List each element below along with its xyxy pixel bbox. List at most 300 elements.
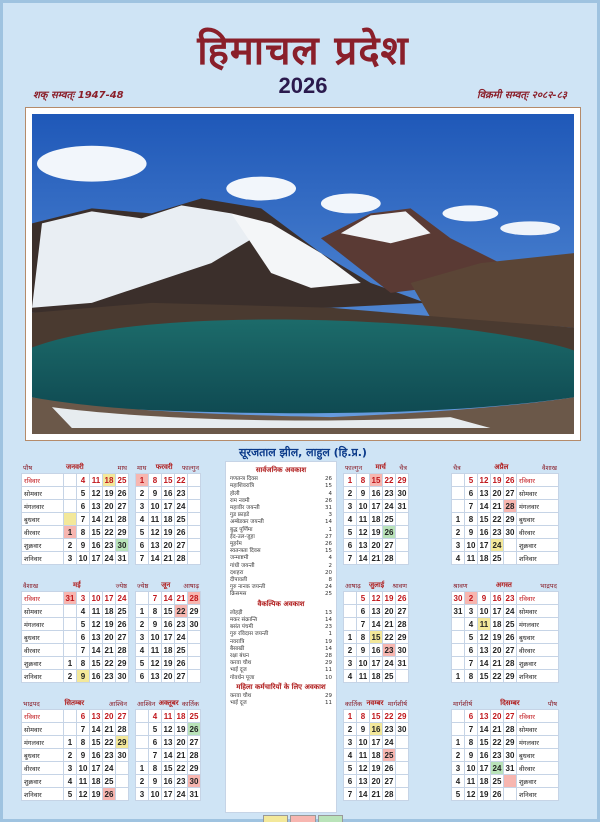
date-cell: 4 — [465, 618, 478, 631]
week-row — [136, 644, 201, 657]
date-cell — [64, 500, 77, 513]
holiday-date: 13 — [325, 609, 332, 616]
date-cell: 1 — [452, 513, 465, 526]
date-cell: 25 — [491, 775, 504, 788]
date-cell: 3 — [344, 500, 357, 513]
week-row — [344, 513, 409, 526]
date-cell: 18 — [370, 513, 383, 526]
month-table — [135, 591, 201, 683]
date-cell: 29 — [188, 762, 201, 775]
date-cell: 28 — [504, 500, 517, 513]
date-cell: 20 — [491, 487, 504, 500]
week-row — [22, 710, 129, 723]
week-row — [22, 670, 129, 683]
date-cell: 1 — [344, 710, 357, 723]
date-cell: 29 — [116, 657, 129, 670]
date-cell — [116, 762, 129, 775]
week-row — [136, 631, 201, 644]
date-cell: 31 — [64, 592, 77, 605]
date-cell: 15 — [370, 710, 383, 723]
date-cell: 15 — [162, 605, 175, 618]
date-cell: 22 — [383, 710, 396, 723]
holiday-name: भाई दूज — [230, 700, 247, 707]
legend-swatch-green — [318, 815, 343, 822]
week-row — [344, 644, 409, 657]
holiday-name: गुरु नानक जयन्ती — [230, 584, 266, 591]
date-cell: 31 — [452, 605, 465, 618]
week-row — [344, 539, 409, 552]
date-cell: 24 — [116, 592, 129, 605]
date-cell: 15 — [90, 657, 103, 670]
holiday-date: 14 — [325, 519, 332, 526]
date-cell: 13 — [90, 500, 103, 513]
date-cell: 10 — [90, 592, 103, 605]
date-cell — [452, 500, 465, 513]
weekday-label: मंगलवार — [22, 736, 64, 749]
date-cell: 26 — [188, 723, 201, 736]
month-header — [135, 579, 201, 591]
date-cell: 26 — [103, 788, 116, 801]
week-row — [344, 736, 409, 749]
date-cell: 22 — [491, 736, 504, 749]
holiday-name: करवा चौथ — [230, 660, 252, 667]
date-cell: 11 — [465, 775, 478, 788]
date-cell: 31 — [116, 552, 129, 565]
date-cell: 4 — [344, 513, 357, 526]
month-hindu-right: चैत्र — [399, 463, 407, 472]
date-cell: 31 — [504, 762, 517, 775]
date-cell: 3 — [77, 592, 90, 605]
date-cell: 15 — [478, 736, 491, 749]
date-cell: 15 — [162, 474, 175, 487]
holiday-date: 8 — [328, 577, 332, 584]
week-row — [452, 487, 559, 500]
date-cell: 17 — [478, 762, 491, 775]
date-cell: 11 — [465, 552, 478, 565]
date-cell: 19 — [162, 657, 175, 670]
holiday-date: 2 — [328, 562, 332, 569]
date-cell: 9 — [149, 775, 162, 788]
month-hindu-right: पौष — [547, 699, 557, 708]
weekday-label: रविवार — [517, 592, 559, 605]
month-block — [451, 579, 559, 683]
date-cell: 31 — [188, 788, 201, 801]
month-header — [135, 461, 201, 473]
date-cell: 20 — [103, 631, 116, 644]
date-cell: 12 — [478, 474, 491, 487]
week-row — [344, 631, 409, 644]
date-cell: 13 — [370, 605, 383, 618]
week-row — [136, 605, 201, 618]
holiday-section-title: सार्वजनिक अवकाश — [255, 466, 307, 474]
holiday-name: होली — [230, 490, 240, 497]
holiday-name: राम नवमी — [230, 497, 250, 504]
date-cell: 30 — [396, 723, 409, 736]
date-cell: 28 — [383, 552, 396, 565]
month-hindu-left: कार्तिक — [345, 699, 363, 708]
date-cell: 9 — [77, 539, 90, 552]
month-header — [343, 697, 409, 709]
holiday-name: महावीर जयन्ती — [230, 505, 260, 512]
date-cell: 8 — [357, 631, 370, 644]
date-cell: 14 — [90, 644, 103, 657]
holiday-row — [230, 610, 332, 617]
date-cell: 15 — [162, 762, 175, 775]
date-cell: 21 — [491, 657, 504, 670]
holiday-row — [230, 534, 332, 541]
month-header — [451, 579, 559, 591]
month-hindu-left: चैत्र — [453, 463, 461, 472]
date-cell: 10 — [465, 539, 478, 552]
week-row — [452, 775, 559, 788]
date-cell: 10 — [149, 500, 162, 513]
week-row — [344, 526, 409, 539]
date-cell: 4 — [136, 513, 149, 526]
month-block — [21, 461, 129, 565]
date-cell: 8 — [465, 736, 478, 749]
week-row — [22, 487, 129, 500]
date-cell: 17 — [90, 552, 103, 565]
date-cell: 21 — [370, 552, 383, 565]
week-row — [452, 513, 559, 526]
date-cell: 9 — [465, 526, 478, 539]
date-cell: 25 — [175, 513, 188, 526]
holiday-name: लोहड़ी — [230, 609, 243, 616]
date-cell: 23 — [504, 592, 517, 605]
date-cell: 15 — [90, 736, 103, 749]
weekday-label: वीरवार — [22, 762, 64, 775]
week-row — [136, 788, 201, 801]
date-cell: 26 — [491, 788, 504, 801]
date-cell: 12 — [90, 618, 103, 631]
weekday-label: बुधवार — [517, 749, 559, 762]
date-cell: 7 — [77, 513, 90, 526]
date-cell: 6 — [136, 670, 149, 683]
weekday-label: बुधवार — [22, 749, 64, 762]
weekday-label: वीरवार — [22, 644, 64, 657]
month-hindu-right: आषाढ़ — [183, 581, 199, 590]
date-cell: 23 — [383, 723, 396, 736]
date-cell: 2 — [465, 592, 478, 605]
week-row — [344, 618, 409, 631]
week-row — [22, 762, 129, 775]
date-cell: 13 — [149, 670, 162, 683]
holiday-row — [230, 498, 332, 505]
date-cell — [188, 474, 201, 487]
date-cell: 13 — [357, 539, 370, 552]
date-cell: 19 — [383, 592, 396, 605]
month-hindu-left: आषाढ़ — [345, 581, 361, 590]
date-cell: 23 — [175, 487, 188, 500]
date-cell — [504, 775, 517, 788]
date-cell: 10 — [357, 657, 370, 670]
date-cell: 21 — [162, 552, 175, 565]
holiday-row — [230, 563, 332, 570]
month-name: दिसम्बर — [500, 698, 520, 707]
date-cell: 4 — [344, 670, 357, 683]
week-row — [22, 657, 129, 670]
date-cell: 20 — [370, 539, 383, 552]
weekday-label: वीरवार — [22, 526, 64, 539]
holiday-date: 29 — [325, 693, 332, 700]
date-cell: 10 — [465, 762, 478, 775]
month-hindu-left: पौष — [23, 463, 33, 472]
date-cell: 8 — [357, 474, 370, 487]
date-cell: 16 — [162, 775, 175, 788]
date-cell: 25 — [175, 644, 188, 657]
date-cell: 14 — [149, 552, 162, 565]
month-table — [21, 591, 129, 683]
date-cell: 29 — [396, 631, 409, 644]
month-hindu-right: ज्येष्ठ — [115, 581, 127, 590]
holiday-row — [230, 555, 332, 562]
weekday-label: वीरवार — [517, 644, 559, 657]
date-cell: 10 — [478, 605, 491, 618]
date-cell: 28 — [383, 788, 396, 801]
date-cell: 7 — [357, 618, 370, 631]
date-cell: 7 — [136, 552, 149, 565]
date-cell: 23 — [383, 644, 396, 657]
date-cell: 5 — [452, 788, 465, 801]
week-row — [344, 605, 409, 618]
week-row — [22, 723, 129, 736]
date-cell — [396, 670, 409, 683]
weekday-label: बुधवार — [517, 631, 559, 644]
month-block — [451, 697, 559, 801]
holiday-date: 1 — [328, 526, 332, 533]
date-cell: 8 — [465, 513, 478, 526]
date-cell: 4 — [452, 552, 465, 565]
date-cell: 21 — [383, 618, 396, 631]
date-cell: 11 — [90, 474, 103, 487]
date-cell — [396, 736, 409, 749]
date-cell: 19 — [103, 487, 116, 500]
date-cell: 23 — [103, 749, 116, 762]
date-cell: 18 — [370, 670, 383, 683]
week-row — [452, 736, 559, 749]
date-cell: 2 — [452, 749, 465, 762]
date-cell: 9 — [77, 749, 90, 762]
date-cell: 23 — [491, 749, 504, 762]
date-cell — [452, 657, 465, 670]
date-cell: 27 — [383, 775, 396, 788]
date-cell: 1 — [136, 605, 149, 618]
date-cell: 18 — [478, 552, 491, 565]
date-cell: 12 — [357, 762, 370, 775]
date-cell — [188, 631, 201, 644]
date-cell: 23 — [491, 526, 504, 539]
date-cell: 26 — [383, 762, 396, 775]
week-row — [344, 500, 409, 513]
date-cell: 25 — [383, 749, 396, 762]
date-cell: 5 — [136, 657, 149, 670]
holiday-date: 31 — [325, 505, 332, 512]
date-cell: 2 — [64, 670, 77, 683]
date-cell — [396, 749, 409, 762]
date-cell — [452, 618, 465, 631]
holiday-row — [230, 700, 332, 707]
holiday-name: बसंत पंचमी — [230, 624, 254, 631]
date-cell: 29 — [504, 513, 517, 526]
date-cell: 16 — [90, 539, 103, 552]
date-cell — [188, 513, 201, 526]
date-cell — [136, 736, 149, 749]
week-row — [452, 644, 559, 657]
holiday-row — [230, 591, 332, 598]
month-name: अप्रैल — [494, 462, 509, 471]
date-cell: 28 — [116, 644, 129, 657]
holiday-name: मकर संक्रान्ति — [230, 617, 258, 624]
date-cell: 12 — [90, 487, 103, 500]
date-cell: 6 — [77, 710, 90, 723]
date-cell: 24 — [103, 762, 116, 775]
date-cell — [504, 539, 517, 552]
date-cell — [344, 592, 357, 605]
date-cell: 7 — [77, 723, 90, 736]
week-row — [452, 749, 559, 762]
holiday-row — [230, 646, 332, 653]
weekday-label: शनिवार — [22, 788, 64, 801]
date-cell: 19 — [491, 631, 504, 644]
date-cell: 28 — [116, 723, 129, 736]
date-cell: 22 — [175, 605, 188, 618]
week-row — [452, 526, 559, 539]
holiday-name: भाई दूज — [230, 667, 247, 674]
date-cell: 30 — [116, 539, 129, 552]
date-cell: 5 — [344, 762, 357, 775]
date-cell: 10 — [77, 762, 90, 775]
date-cell — [188, 500, 201, 513]
month-table — [343, 709, 409, 801]
date-cell: 21 — [103, 644, 116, 657]
date-cell: 9 — [465, 749, 478, 762]
month-hindu-right: भाद्रपद — [540, 581, 557, 590]
weekday-label: रविवार — [517, 474, 559, 487]
month-table — [343, 473, 409, 565]
date-cell: 16 — [370, 487, 383, 500]
date-cell: 5 — [149, 723, 162, 736]
date-cell: 2 — [64, 539, 77, 552]
date-cell — [396, 539, 409, 552]
month-block — [21, 579, 129, 683]
week-row — [22, 474, 129, 487]
week-row — [452, 500, 559, 513]
holiday-row — [230, 483, 332, 490]
week-row — [344, 552, 409, 565]
month-header — [343, 579, 409, 591]
holiday-name: बुद्ध पूर्णिमा — [230, 526, 253, 533]
date-cell: 20 — [103, 710, 116, 723]
date-cell: 28 — [504, 657, 517, 670]
date-cell: 2 — [344, 723, 357, 736]
weekday-label: वीरवार — [517, 762, 559, 775]
holiday-name: नवरात्रि — [230, 638, 245, 645]
calendar-title: हिमाचल प्रदेश — [197, 27, 409, 74]
date-cell: 8 — [149, 474, 162, 487]
month-name: नवम्बर — [366, 698, 384, 707]
week-row — [452, 631, 559, 644]
date-cell: 20 — [383, 605, 396, 618]
date-cell: 7 — [465, 657, 478, 670]
month-hindu-left: मार्गशीर्ष — [453, 699, 473, 708]
date-cell: 7 — [77, 644, 90, 657]
month-table — [21, 709, 129, 801]
week-row — [136, 723, 201, 736]
week-row — [22, 631, 129, 644]
week-row — [452, 474, 559, 487]
month-header — [451, 461, 559, 473]
date-cell: 16 — [90, 749, 103, 762]
holiday-date: 3 — [328, 512, 332, 519]
date-cell: 29 — [116, 736, 129, 749]
month-hindu-left: भाद्रपद — [23, 699, 40, 708]
date-cell: 28 — [504, 723, 517, 736]
date-cell — [188, 552, 201, 565]
week-row — [136, 487, 201, 500]
holiday-date: 25 — [325, 591, 332, 598]
date-cell: 12 — [162, 723, 175, 736]
date-cell — [396, 513, 409, 526]
holiday-name: महाशिवरात्रि — [230, 483, 254, 490]
date-cell: 18 — [103, 605, 116, 618]
date-cell: 16 — [370, 723, 383, 736]
date-cell: 21 — [491, 500, 504, 513]
date-cell: 16 — [90, 670, 103, 683]
date-cell: 7 — [344, 788, 357, 801]
date-cell: 31 — [396, 657, 409, 670]
holiday-date: 14 — [325, 617, 332, 624]
date-cell: 8 — [465, 670, 478, 683]
date-cell: 4 — [452, 775, 465, 788]
week-row — [452, 670, 559, 683]
date-cell: 14 — [478, 723, 491, 736]
week-row — [136, 736, 201, 749]
month-name: जनवरी — [66, 462, 84, 471]
suraj-tal-lake-photo — [32, 114, 574, 434]
week-row — [136, 657, 201, 670]
month-header — [451, 697, 559, 709]
legend-swatch-yellow — [263, 815, 288, 822]
date-cell: 27 — [504, 644, 517, 657]
holiday-row — [230, 639, 332, 646]
date-cell: 18 — [162, 644, 175, 657]
month-table — [451, 709, 559, 801]
date-cell: 13 — [357, 775, 370, 788]
week-row — [452, 618, 559, 631]
month-hindu-left: आश्विन — [137, 699, 156, 708]
holiday-date: 19 — [325, 638, 332, 645]
date-cell: 19 — [478, 788, 491, 801]
date-cell: 17 — [370, 736, 383, 749]
week-row — [22, 618, 129, 631]
month-hindu-left: ज्येष्ठ — [137, 581, 149, 590]
date-cell: 27 — [504, 710, 517, 723]
week-row — [136, 552, 201, 565]
weekday-label: शुक्रवार — [517, 539, 559, 552]
week-row — [136, 592, 201, 605]
holiday-name: दशहरा — [230, 569, 244, 576]
date-cell: 20 — [162, 539, 175, 552]
date-cell: 24 — [103, 552, 116, 565]
date-cell: 18 — [103, 474, 116, 487]
holiday-section-title: वैकल्पिक अवकाश — [257, 599, 305, 608]
holiday-row — [230, 527, 332, 534]
date-cell: 17 — [103, 592, 116, 605]
weekday-label: रविवार — [22, 592, 64, 605]
date-cell: 6 — [465, 487, 478, 500]
date-cell: 24 — [175, 788, 188, 801]
date-cell: 2 — [452, 526, 465, 539]
